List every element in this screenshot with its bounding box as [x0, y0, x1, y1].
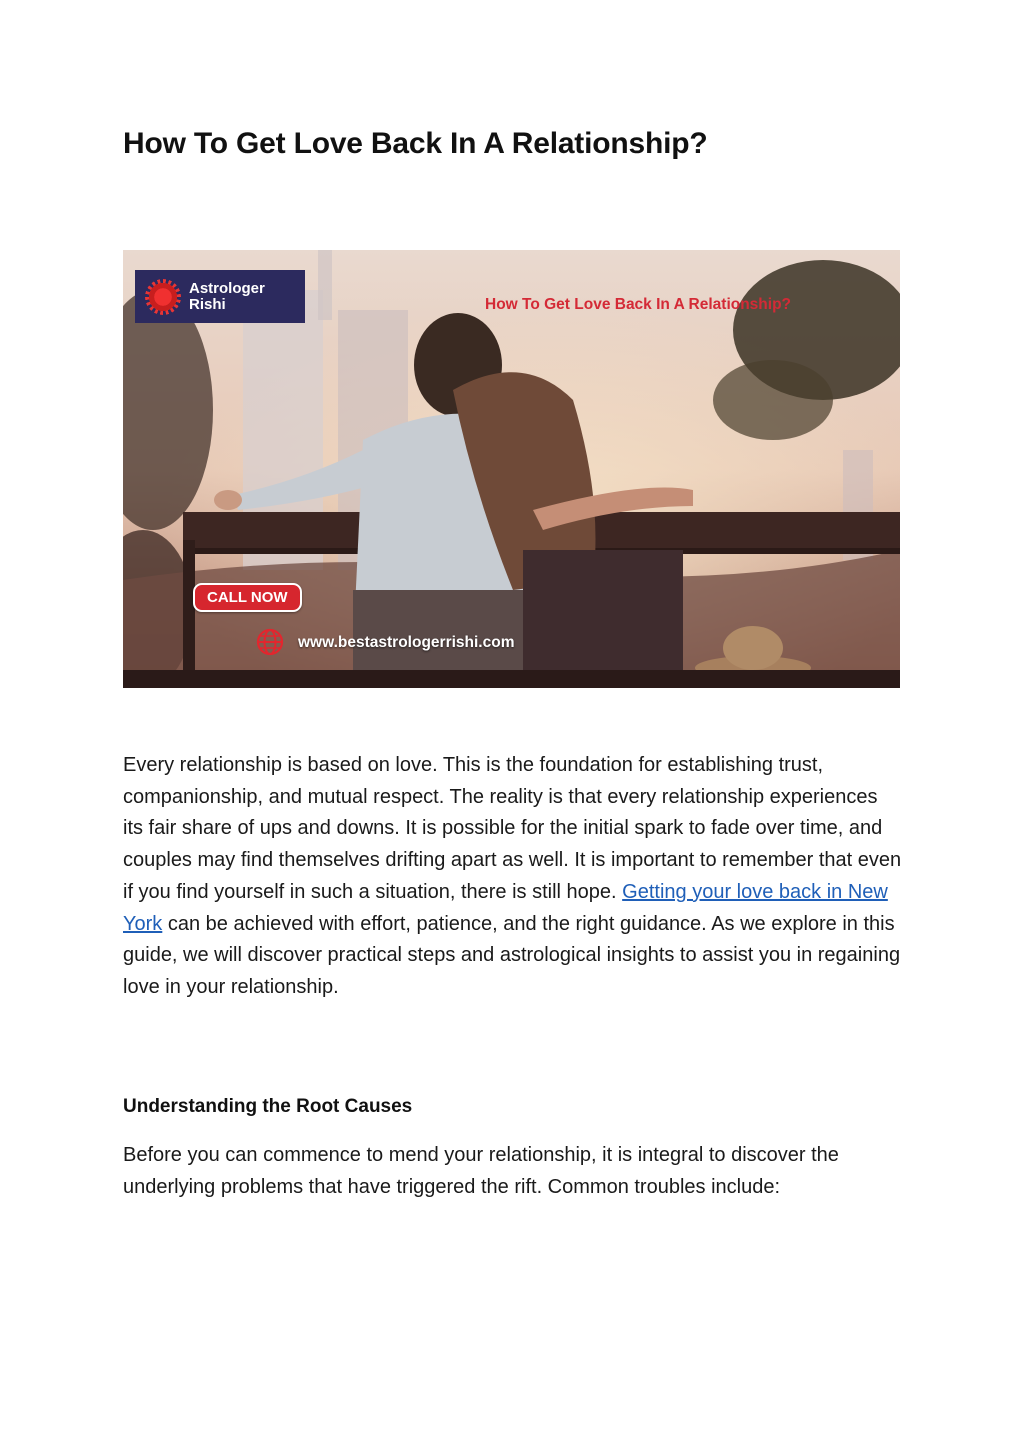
banner-image	[123, 250, 900, 688]
section-paragraph: Before you can commence to mend your relationship, it is integral to discover the underlying problems that have triggered the rift. Common troubles include:	[123, 1144, 839, 1198]
globe-icon	[256, 628, 284, 656]
brand-logo	[135, 270, 305, 323]
love-back-new-york-link[interactable]: Getting your love back in New York	[123, 880, 888, 935]
banner-headline: How To Get Love Back In A Relationship?	[485, 296, 792, 313]
brand-name: Astrologer Rishi	[189, 279, 265, 313]
call-now-button: CALL NOW	[193, 583, 302, 612]
page-title: How To Get Love Back In A Relationship?	[123, 127, 708, 160]
website-url: www.bestastrologerrishi.com	[298, 634, 515, 651]
sun-emblem-icon	[145, 279, 181, 315]
intro-paragraph: Every relationship is based on love. This is the foundation for establishing trust, companionship, and mutual respect. The reality is that every relationship experiences its fair share of ups and downs. It is possible for the initial spark to fade over time, and couples may find themselves drifting apart as well. It is important to remember that even if you find yourself in such a situation, there is still hope. Getting your love back in New York can be achieved with effort, patience, and the right guidance. As we explore in this guide, we will discover practical steps and astrological insights to assist you in regaining love in your relationship.	[123, 754, 902, 998]
section-heading: Understanding the Root Causes	[123, 1096, 413, 1117]
